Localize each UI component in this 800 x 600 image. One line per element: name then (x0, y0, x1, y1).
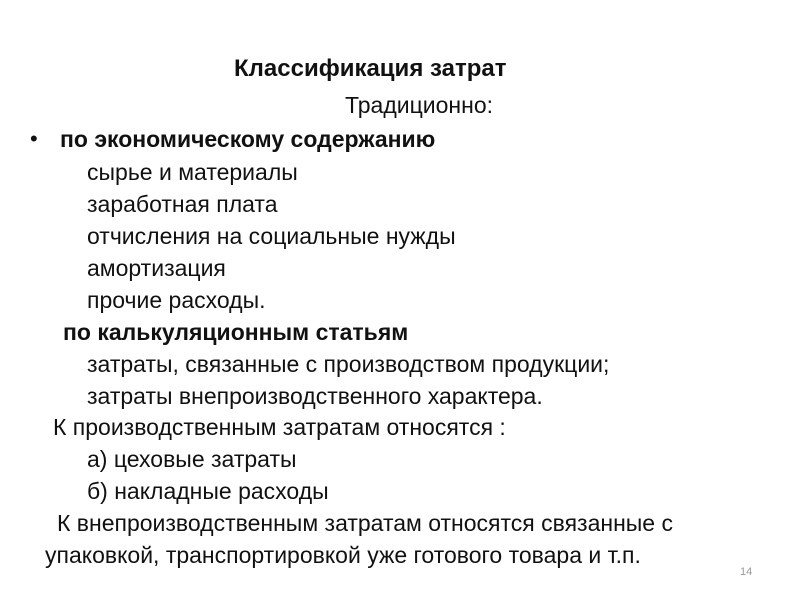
list-item: отчисления на социальные нужды (87, 223, 456, 249)
non-production-line1: К внепроизводственным затратам относятся связанные с (57, 510, 673, 536)
list-item: заработная плата (87, 191, 278, 217)
page-number: 14 (740, 566, 753, 578)
list-item: затраты, связанные с производством продукции; (87, 351, 610, 377)
slide-subtitle: Традиционно: (345, 92, 494, 118)
production-costs-intro: К производственным затратам относятся : (53, 414, 506, 440)
slide-title: Классификация затрат (234, 55, 507, 82)
list-item: прочие расходы. (87, 287, 266, 313)
list-item: б) накладные расходы (87, 478, 329, 504)
list-item: сырье и материалы (87, 159, 298, 185)
list-item: а) цеховые затраты (87, 446, 297, 472)
list-item: амортизация (87, 255, 226, 281)
section-heading-costing: по калькуляционным статьям (63, 319, 409, 345)
section-heading-economic: по экономическому содержанию (60, 126, 436, 152)
bullet-icon: • (30, 126, 38, 151)
list-item: затраты внепроизводственного характера. (87, 383, 543, 409)
non-production-line2: упаковкой, транспортировкой уже готового товара и т.п. (45, 542, 641, 568)
